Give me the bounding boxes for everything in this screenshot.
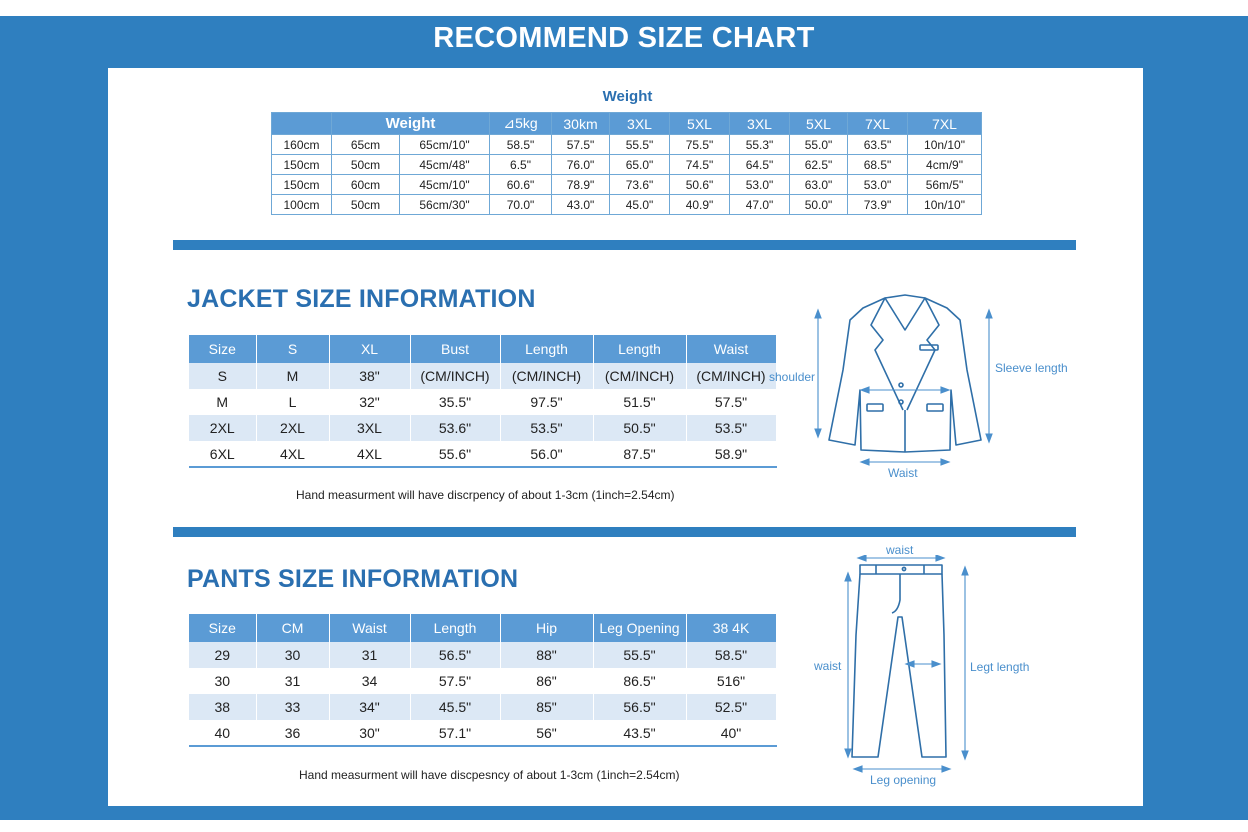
table-cell: 30" [329, 720, 410, 746]
table-row [189, 415, 776, 441]
table-cell: 64.5" [730, 155, 790, 175]
table-cell: 56cm/30" [400, 195, 490, 215]
table-cell: 58.5" [490, 135, 552, 155]
weight-header-cell: 3XL [610, 113, 670, 135]
pants-fly [892, 574, 900, 613]
table-cell: 52.5" [686, 694, 776, 720]
pants-waist-side-label: waist [814, 659, 842, 673]
pants-header-cell: 38 4K [686, 614, 776, 642]
table-cell: 57.5" [552, 135, 610, 155]
table-cell: 50.5" [593, 415, 686, 441]
table-cell: 53.0" [848, 175, 908, 195]
table-cell: 58.5" [686, 642, 776, 668]
table-cell: 30 [189, 668, 256, 694]
jacket-header-cell: Bust [410, 335, 500, 363]
table-cell: L [256, 389, 329, 415]
table-cell: 43.5" [593, 720, 686, 746]
arrow-head-icon [854, 766, 862, 772]
arrow-head-icon [941, 387, 949, 393]
table-row [272, 195, 982, 215]
table-row [189, 668, 776, 694]
page-title: RECOMMEND SIZE CHART [433, 22, 815, 54]
jacket-header-cell: Length [500, 335, 593, 363]
table-cell: 45cm/10" [400, 175, 490, 195]
table-cell: 73.9" [848, 195, 908, 215]
table-cell: 70.0" [490, 195, 552, 215]
table-cell: 150cm [272, 175, 332, 195]
table-cell: 45.0" [610, 195, 670, 215]
table-cell: 68.5" [848, 155, 908, 175]
table-cell: 34 [329, 668, 410, 694]
table-cell: 10n/10" [908, 135, 982, 155]
arrow-head-icon [861, 387, 869, 393]
table-cell: 51.5" [593, 389, 686, 415]
table-cell: 88" [500, 642, 593, 668]
table-cell: (CM/INCH) [410, 363, 500, 389]
table-cell: 516" [686, 668, 776, 694]
pants-header-cell: Hip [500, 614, 593, 642]
table-cell: 85" [500, 694, 593, 720]
table-cell: 53.5" [500, 415, 593, 441]
table-cell: 65.0" [610, 155, 670, 175]
weight-table-header [272, 113, 982, 135]
table-cell: 50.6" [670, 175, 730, 195]
table-cell: 55.0" [790, 135, 848, 155]
table-cell: (CM/INCH) [500, 363, 593, 389]
weight-table [271, 112, 982, 215]
table-cell: M [256, 363, 329, 389]
arrow-head-icon [941, 459, 949, 465]
arrow-head-icon [845, 573, 851, 581]
jacket-header-cell: Length [593, 335, 686, 363]
table-cell: 63.5" [848, 135, 908, 155]
table-cell: 76.0" [552, 155, 610, 175]
table-cell: 100cm [272, 195, 332, 215]
arrow-head-icon [962, 567, 968, 575]
table-cell: 40.9" [670, 195, 730, 215]
table-cell: 6XL [189, 441, 256, 467]
table-cell: 65cm/10" [400, 135, 490, 155]
jacket-collar [885, 295, 925, 298]
table-cell: 56m/5" [908, 175, 982, 195]
table-cell: 57.5" [686, 389, 776, 415]
table-cell: 45cm/48" [400, 155, 490, 175]
jacket-header-cell: Waist [686, 335, 776, 363]
pants-waist-top-label: waist [886, 543, 914, 557]
jacket-pocket-right [927, 404, 943, 411]
table-cell: 62.5" [790, 155, 848, 175]
table-cell: 73.6" [610, 175, 670, 195]
table-row [189, 694, 776, 720]
table-cell: 86" [500, 668, 593, 694]
table-cell: 55.5" [610, 135, 670, 155]
pants-header-cell: Waist [329, 614, 410, 642]
table-cell: 4cm/9" [908, 155, 982, 175]
table-cell: 50cm [332, 195, 400, 215]
table-cell: 40 [189, 720, 256, 746]
table-cell: 55.3" [730, 135, 790, 155]
table-cell: 4XL [256, 441, 329, 467]
arrow-head-icon [986, 434, 992, 442]
weight-header-cell: 7XL [848, 113, 908, 135]
table-cell: 60cm [332, 175, 400, 195]
section-divider [173, 240, 1076, 250]
pants-table-header [189, 614, 776, 642]
table-cell: 10n/10" [908, 195, 982, 215]
table-cell: 43.0" [552, 195, 610, 215]
table-cell: 45.5" [410, 694, 500, 720]
table-row [189, 720, 776, 746]
table-cell: 97.5" [500, 389, 593, 415]
weight-header-cell: 30km [552, 113, 610, 135]
table-cell: 56.5" [593, 694, 686, 720]
jacket-lapel-left [871, 298, 903, 410]
table-cell: 53.6" [410, 415, 500, 441]
table-row [189, 389, 776, 415]
table-cell: 40" [686, 720, 776, 746]
weight-header-cell: 5XL [670, 113, 730, 135]
table-row [272, 135, 982, 155]
table-cell: 33 [256, 694, 329, 720]
jacket-table-header [189, 335, 776, 363]
table-cell: 34" [329, 694, 410, 720]
table-cell: 47.0" [730, 195, 790, 215]
arrow-head-icon [962, 751, 968, 759]
arrow-head-icon [845, 749, 851, 757]
table-cell: 32" [329, 389, 410, 415]
table-row [189, 441, 776, 467]
table-cell: 56.5" [410, 642, 500, 668]
arrow-head-icon [861, 459, 869, 465]
leg-length-label: Legt length [970, 660, 1030, 674]
table-cell: S [189, 363, 256, 389]
table-row [272, 175, 982, 195]
table-cell: M [189, 389, 256, 415]
table-cell: 3XL [329, 415, 410, 441]
table-row [189, 642, 776, 668]
table-cell: 35.5" [410, 389, 500, 415]
table-cell: 75.5" [670, 135, 730, 155]
table-cell: (CM/INCH) [593, 363, 686, 389]
weight-header-cell: ⊿5kg [490, 113, 552, 135]
jacket-button [899, 400, 903, 404]
shoulder-label: shoulder [769, 370, 816, 384]
weight-header-cell: Weight [332, 113, 490, 135]
arrow-head-icon [942, 766, 950, 772]
table-cell: 65cm [332, 135, 400, 155]
table-cell: (CM/INCH) [686, 363, 776, 389]
table-cell: 58.9" [686, 441, 776, 467]
arrow-head-icon [932, 661, 940, 667]
pants-header-cell: Leg Opening [593, 614, 686, 642]
table-cell: 53.0" [730, 175, 790, 195]
table-cell: 60.6" [490, 175, 552, 195]
jacket-waist-label: Waist [888, 466, 918, 480]
table-cell: 30 [256, 642, 329, 668]
table-cell: 53.5" [686, 415, 776, 441]
arrow-head-icon [815, 310, 821, 318]
jacket-button [899, 383, 903, 387]
pants-header-cell: Length [410, 614, 500, 642]
table-cell: 160cm [272, 135, 332, 155]
weight-header-cell: 5XL [790, 113, 848, 135]
table-row [272, 155, 982, 175]
jacket-breast-pocket [920, 345, 938, 350]
arrow-head-icon [906, 661, 914, 667]
table-cell: 50cm [332, 155, 400, 175]
table-cell: 2XL [189, 415, 256, 441]
jacket-pocket-left [867, 404, 883, 411]
jacket-measurement-note: Hand measurment will have discrpency of about 1-3cm (1inch=2.54cm) [296, 488, 675, 502]
section-divider [173, 527, 1076, 537]
pants-waistband [860, 565, 942, 574]
table-cell: 74.5" [670, 155, 730, 175]
table-cell: 4XL [329, 441, 410, 467]
table-cell: 57.5" [410, 668, 500, 694]
weight-table-caption: Weight [602, 88, 653, 105]
table-cell: 31 [329, 642, 410, 668]
table-cell: 56" [500, 720, 593, 746]
table-cell: 38" [329, 363, 410, 389]
pants-header-cell: CM [256, 614, 329, 642]
pants-size-table [189, 614, 777, 747]
table-cell: 38 [189, 694, 256, 720]
table-cell: 6.5" [490, 155, 552, 175]
table-cell: 86.5" [593, 668, 686, 694]
table-cell: 63.0" [790, 175, 848, 195]
table-cell: 36 [256, 720, 329, 746]
sleeve-length-label: Sleeve length [995, 361, 1068, 375]
jacket-header-cell: Size [189, 335, 256, 363]
pants-measurement-note: Hand measurment will have discpesncy of about 1-3cm (1inch=2.54cm) [299, 768, 680, 782]
arrow-head-icon [986, 310, 992, 318]
pants-illustration [840, 555, 980, 775]
jacket-header-cell: S [256, 335, 329, 363]
table-cell: 29 [189, 642, 256, 668]
table-cell: 87.5" [593, 441, 686, 467]
weight-header-cell [272, 113, 332, 135]
table-cell: 50.0" [790, 195, 848, 215]
table-cell: 56.0" [500, 441, 593, 467]
table-cell: 31 [256, 668, 329, 694]
jacket-header-cell: XL [329, 335, 410, 363]
pants-section-title: PANTS SIZE INFORMATION [187, 565, 519, 593]
table-cell: 57.1" [410, 720, 500, 746]
jacket-illustration [805, 290, 1005, 475]
weight-header-cell: 7XL [908, 113, 982, 135]
arrow-head-icon [936, 555, 944, 561]
table-cell: 55.6" [410, 441, 500, 467]
pants-button [902, 567, 905, 570]
jacket-section-title: JACKET SIZE INFORMATION [187, 285, 536, 313]
arrow-head-icon [815, 429, 821, 437]
table-cell: 2XL [256, 415, 329, 441]
arrow-head-icon [858, 555, 866, 561]
table-cell: 78.9" [552, 175, 610, 195]
jacket-lapel-right [907, 298, 939, 410]
table-row [189, 363, 776, 389]
pants-header-cell: Size [189, 614, 256, 642]
table-cell: 150cm [272, 155, 332, 175]
table-cell: 55.5" [593, 642, 686, 668]
weight-header-cell: 3XL [730, 113, 790, 135]
leg-opening-label: Leg opening [870, 773, 937, 787]
jacket-size-table [189, 335, 777, 468]
